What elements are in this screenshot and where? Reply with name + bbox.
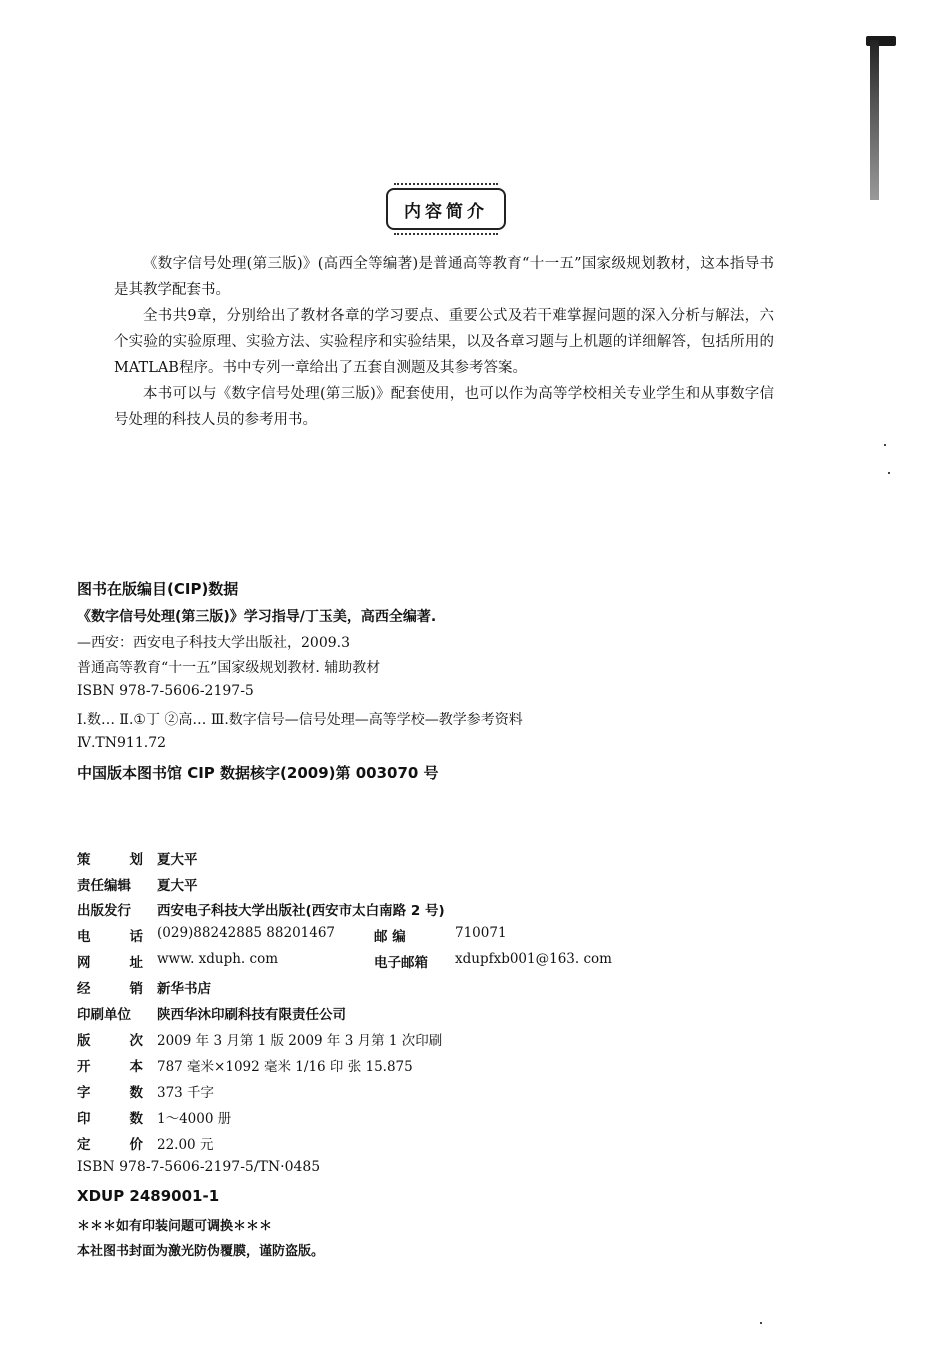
website-label: 网 址 bbox=[77, 955, 143, 971]
edition-value: 2009 年 3 月第 1 版 2009 年 3 月第 1 次印刷 bbox=[157, 1033, 443, 1049]
phone-label: 电 话 bbox=[77, 929, 143, 945]
publisher-value: 西安电子科技大学出版社(西安市太白南路 2 号) bbox=[157, 903, 445, 919]
planner-label: 策 划 bbox=[77, 852, 143, 868]
cip-heading: 图书在版编目(CIP)数据 bbox=[77, 580, 239, 598]
scan-speck bbox=[884, 444, 886, 446]
intro-paragraph-1: 《数字信号处理(第三版)》(高西全等编著)是普通高等教育“十一五”国家级规划教材，这本指导书是其教学配套书。 bbox=[114, 256, 774, 298]
intro-paragraph-2: 全书共9章，分别给出了教材各章的学习要点、重要公式及若干难掌握问题的深入分析与解法，六个实验的实验原理、实验方法、实验程序和实验结果，以及各章习题与上机题的详细解答，包括所用的MATLAB程序。书中专列一章给出了五套自测题及其参考答案。 bbox=[114, 308, 774, 376]
cip-line-subjects: Ⅰ.数… Ⅱ.①丁 ②高… Ⅲ.数字信号—信号处理—高等学校—教学参考资料 bbox=[77, 712, 523, 728]
cip-verification: 中国版本图书馆 CIP 数据核字(2009)第 003070 号 bbox=[77, 764, 439, 782]
distributor-value: 新华书店 bbox=[157, 981, 211, 997]
cip-line-isbn: ISBN 978-7-5606-2197-5 bbox=[77, 683, 254, 699]
intro-title: 内容简介 bbox=[386, 188, 506, 230]
editor-value: 夏大平 bbox=[157, 878, 198, 894]
xdup-code: XDUP 2489001-1 bbox=[77, 1187, 220, 1205]
scan-speck bbox=[760, 1322, 762, 1324]
distributor-label: 经 销 bbox=[77, 981, 143, 997]
cip-line-title: 《数字信号处理(第三版)》学习指导/丁玉美，高西全编著. bbox=[77, 609, 437, 625]
cip-line-series: 普通高等教育“十一五”国家级规划教材. 辅助教材 bbox=[77, 660, 381, 676]
notice-anti-piracy: 本社图书封面为激光防伪覆膜，谨防盗版。 bbox=[77, 1244, 325, 1259]
format-value: 787 毫米×1092 毫米 1/16 印 张 15.875 bbox=[157, 1059, 413, 1075]
print-count-label: 印 数 bbox=[77, 1111, 143, 1127]
scan-edge-line bbox=[870, 40, 879, 200]
words-value: 373 千字 bbox=[157, 1085, 215, 1101]
print-count-value: 1～4000 册 bbox=[157, 1111, 232, 1127]
isbn-full: ISBN 978-7-5606-2197-5/TN·0485 bbox=[77, 1159, 321, 1175]
editor-label: 责任编辑 bbox=[77, 878, 131, 894]
postcode-value: 710071 bbox=[455, 925, 507, 941]
notice-replacement: ＊＊＊如有印装问题可调换＊＊＊ bbox=[77, 1219, 273, 1234]
email-label: 电子邮箱 bbox=[374, 955, 428, 971]
planner-value: 夏大平 bbox=[157, 852, 198, 868]
scan-speck bbox=[888, 472, 890, 474]
format-label: 开 本 bbox=[77, 1059, 143, 1075]
postcode-label: 邮 编 bbox=[374, 929, 406, 945]
email-value: xdupfxb001@163. com bbox=[455, 951, 612, 967]
phone-value: (029)88242885 88201467 bbox=[157, 925, 336, 941]
publisher-label: 出版发行 bbox=[77, 903, 131, 919]
printer-value: 陕西华沐印刷科技有限责任公司 bbox=[157, 1007, 346, 1023]
price-value: 22.00 元 bbox=[157, 1137, 214, 1153]
intro-paragraph-3: 本书可以与《数字信号处理(第三版)》配套使用，也可以作为高等学校相关专业学生和从事数字信号处理的科技人员的参考用书。 bbox=[114, 386, 774, 428]
price-label: 定 价 bbox=[77, 1137, 143, 1153]
edition-label: 版 次 bbox=[77, 1033, 143, 1049]
cip-line-publisher: —西安：西安电子科技大学出版社，2009.3 bbox=[77, 635, 350, 651]
website-value: www. xduph. com bbox=[157, 951, 279, 967]
words-label: 字 数 bbox=[77, 1085, 143, 1101]
cip-line-classification: Ⅳ.TN911.72 bbox=[77, 735, 167, 751]
printer-label: 印刷单位 bbox=[77, 1007, 131, 1023]
